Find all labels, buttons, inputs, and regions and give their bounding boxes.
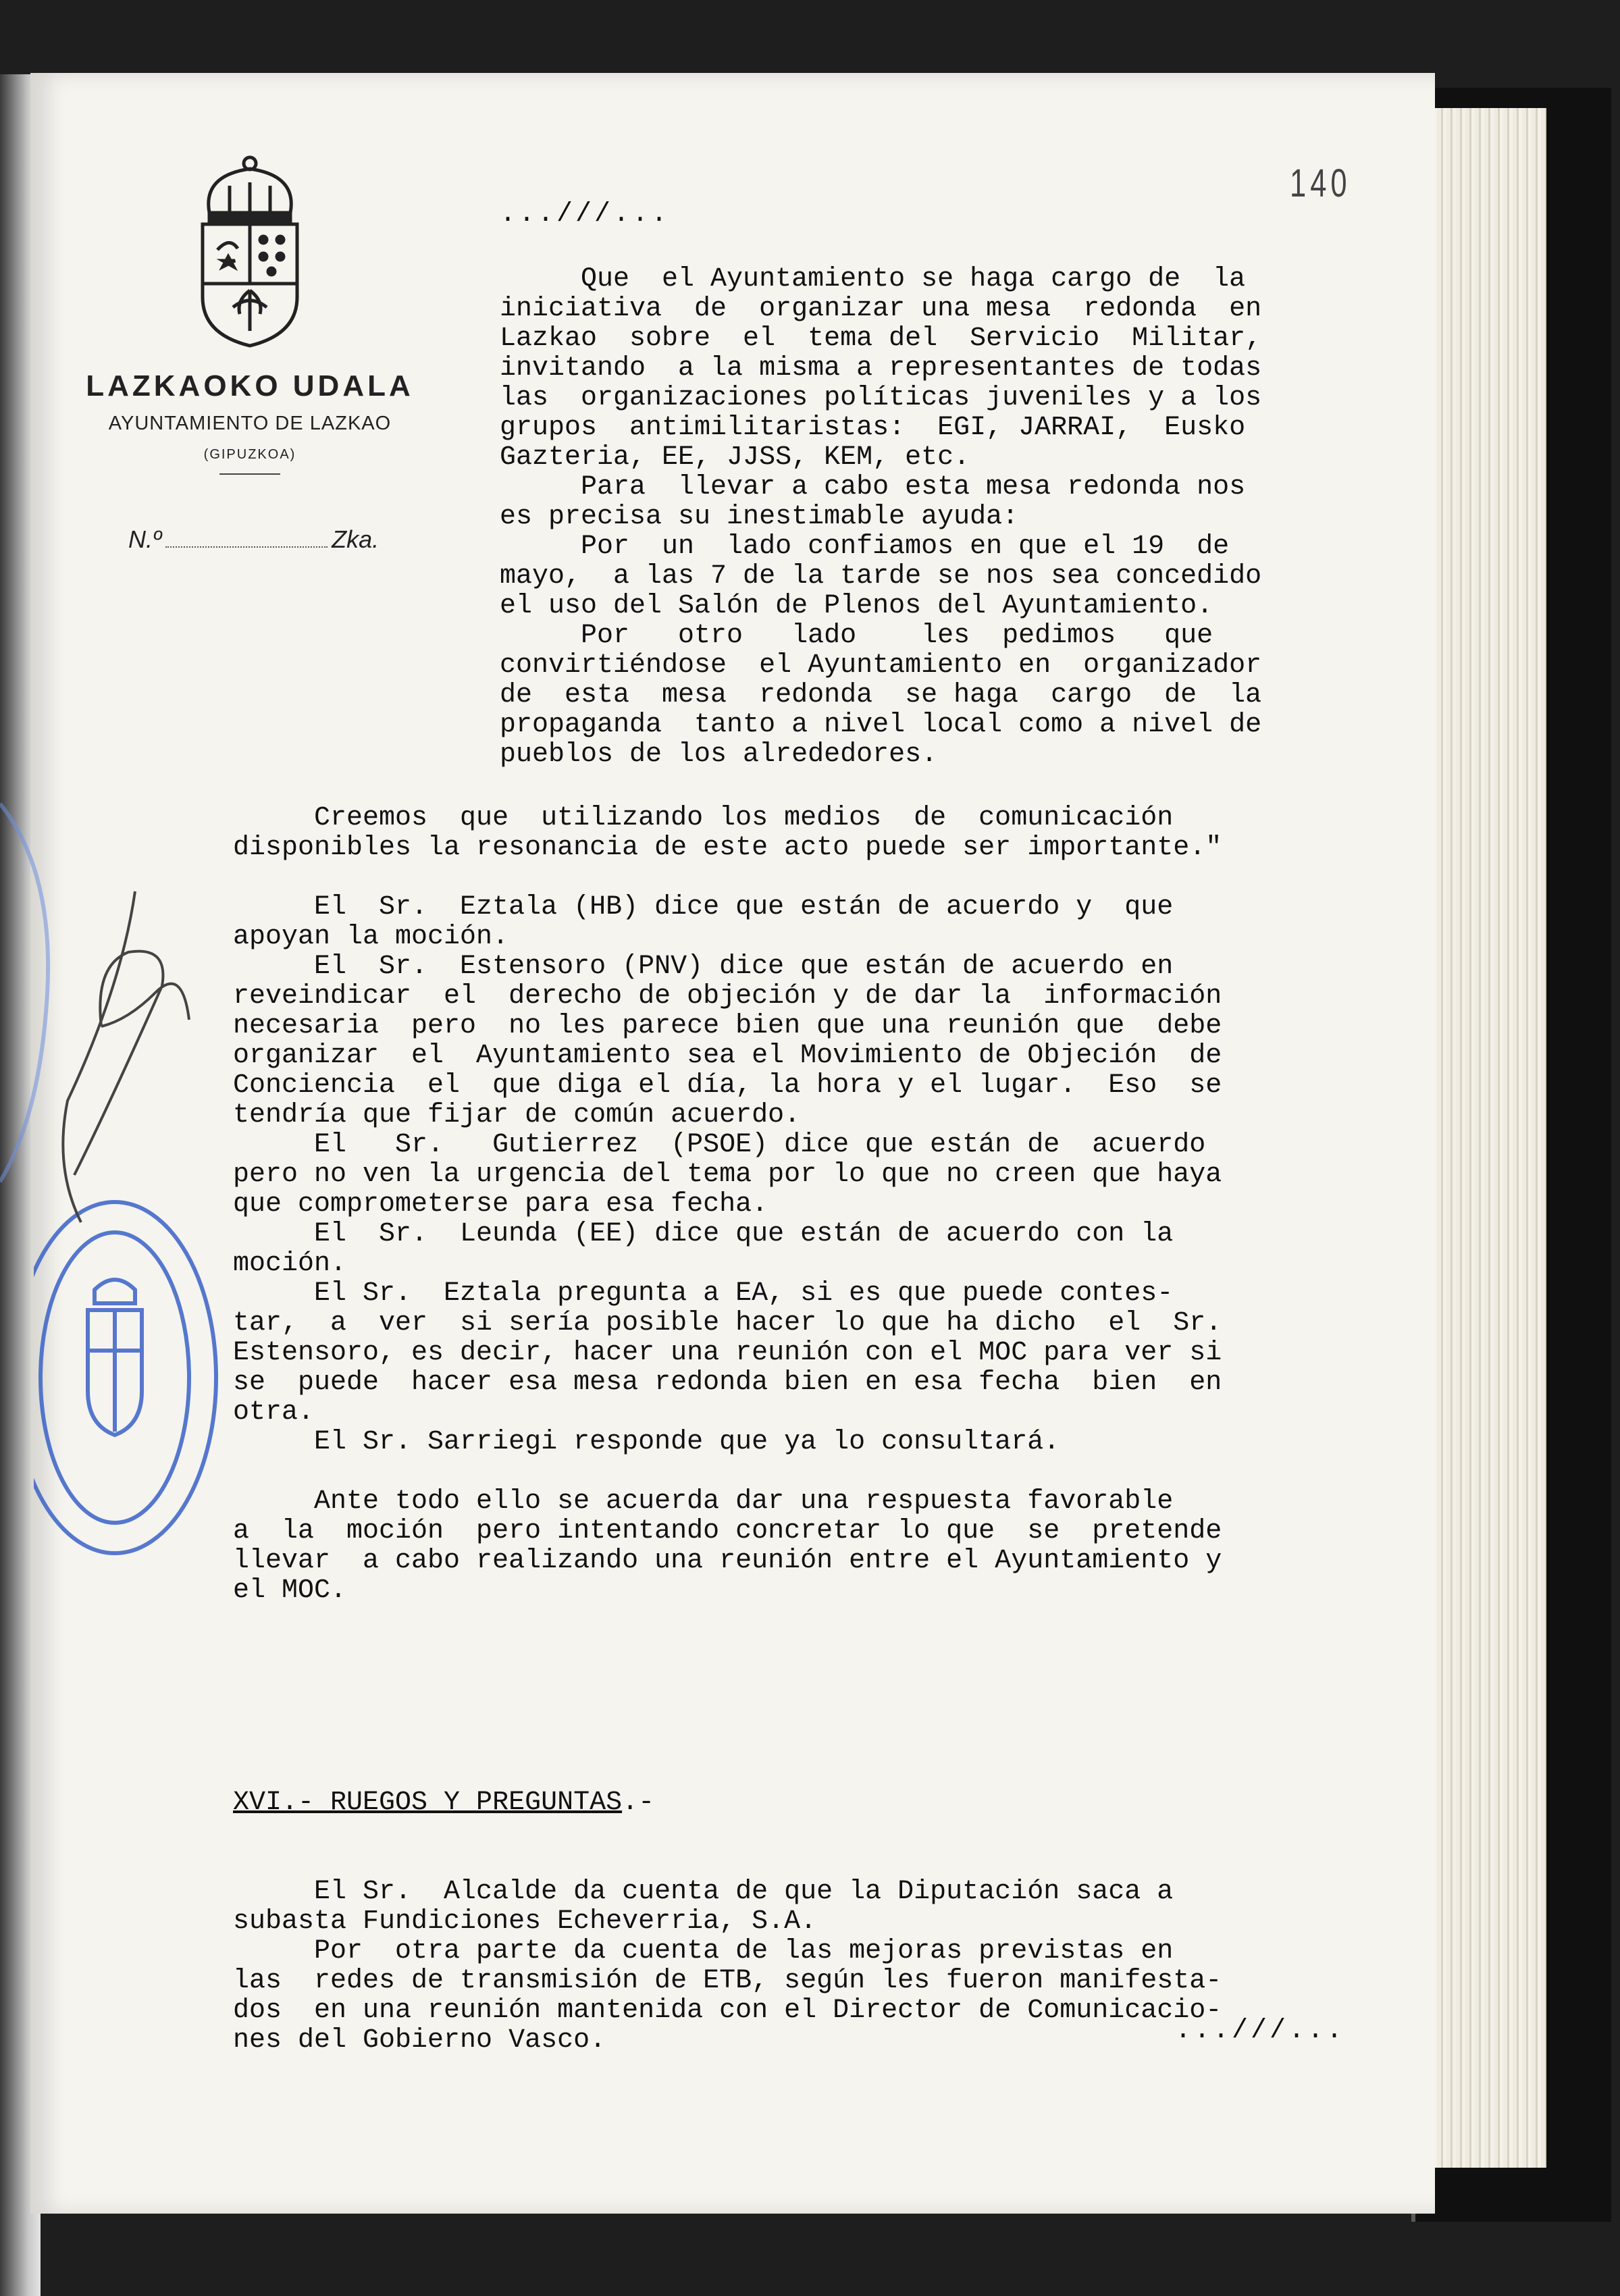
quote-line: de esta mesa redonda se haga cargo de la: [500, 680, 1262, 710]
main-line: [233, 1457, 1327, 1487]
main-line: pero no ven la urgencia del tema por lo que no creen que haya: [233, 1159, 1222, 1190]
main-line: tar, a ver si sería posible hacer lo que ha dicho el Sr.: [233, 1308, 1222, 1338]
section-line: dos en una reunión mantenida con el Director de Comunicacio-: [233, 1995, 1222, 2026]
section-line: subasta Fundiciones Echeverria, S.A.: [233, 1906, 817, 1937]
main-line: reveindicar el derecho de objeción y de dar la información: [233, 981, 1222, 1012]
quote-line: iniciativa de organizar una mesa redonda en: [500, 294, 1262, 324]
main-line: a la moción pero intentando concretar lo que se pretende: [233, 1516, 1222, 1546]
number-prefix: N.º: [128, 525, 162, 553]
letterhead-title: LAZKAOKO UDALA: [86, 369, 414, 402]
continuation-top: ...///...: [500, 199, 671, 230]
main-line: El Sr. Estensoro (PNV) dice que están de acuerdo en: [233, 951, 1174, 982]
quote-line: las organizaciones políticas juveniles y a los: [500, 383, 1262, 413]
section-line: El Sr. Alcalde da cuenta de que la Diputación saca a: [233, 1877, 1174, 1907]
main-line: Conciencia el que diga el día, la hora y el lugar. Eso se: [233, 1070, 1222, 1101]
coat-of-arms-icon: [182, 149, 317, 351]
main-line: moción.: [233, 1249, 347, 1279]
quote-line: el uso del Salón de Plenos del Ayuntamiento.: [500, 591, 1213, 621]
quote-line: invitando a la misma a representantes de todas: [500, 353, 1262, 384]
letterhead-subtitle: AYUNTAMIENTO DE LAZKAO: [108, 413, 392, 434]
number-blank: [165, 546, 328, 548]
main-line: el MOC.: [233, 1575, 347, 1606]
main-line: El Sr. Sarriegi responde que ya lo consultará.: [233, 1427, 1060, 1457]
quote-line: pueblos de los alrededores.: [500, 739, 938, 770]
quote-line: es precisa su inestimable ayuda:: [500, 502, 1019, 532]
main-line: Creemos que utilizando los medios de comunicación: [233, 803, 1174, 833]
main-line: El Sr. Gutierrez (PSOE) dice que están de acuerdo: [233, 1130, 1206, 1160]
section-line: nes del Gobierno Vasco.: [233, 2025, 606, 2056]
quote-line: Gazteria, EE, JJSS, KEM, etc.: [500, 442, 970, 473]
main-line: se puede hacer esa mesa redonda bien en esa fecha bien en: [233, 1367, 1222, 1398]
main-line: disponibles la resonancia de este acto puede ser importante.": [233, 833, 1222, 863]
seal-stamp-icon: [34, 1175, 230, 1580]
minutes-body: [233, 804, 1327, 1606]
section-line: Por otra parte da cuenta de las mejoras previstas en: [233, 1936, 1174, 1966]
page-edges: [1418, 108, 1546, 2168]
number-suffix: Zka.: [332, 525, 380, 553]
main-line: necesaria pero no les parece bien que una reunión que debe: [233, 1011, 1222, 1041]
partial-stamp-edge: [0, 790, 61, 1195]
quote-line: Lazkao sobre el tema del Servicio Militar,: [500, 323, 1262, 354]
main-line: [233, 863, 1327, 893]
main-line: Estensoro, es decir, hacer una reunión con el MOC para ver si: [233, 1338, 1222, 1368]
quote-line: mayo, a las 7 de la tarde se nos sea concedido: [500, 561, 1262, 592]
quote-line: Para llevar a cabo esta mesa redonda nos: [500, 472, 1246, 502]
main-line: El Sr. Eztala (HB) dice que están de acuerdo y que: [233, 892, 1174, 922]
document-number-line: [128, 525, 379, 554]
handwritten-signature: [54, 885, 203, 1236]
quote-line: Por otro lado les pedimos que: [500, 621, 1213, 651]
main-line: otra.: [233, 1397, 315, 1428]
page-number: 140: [1290, 161, 1351, 205]
continuation-bottom: ...///...: [1175, 2016, 1346, 2046]
main-line: llevar a cabo realizando una reunión entre el Ayuntamiento y: [233, 1546, 1222, 1576]
quote-line: Que el Ayuntamiento se haga cargo de la: [500, 264, 1246, 294]
main-line: Ante todo ello se acuerda dar una respuesta favorable: [233, 1486, 1174, 1517]
section-heading: XVI.- RUEGOS Y PREGUNTAS: [233, 1788, 623, 1818]
main-line: organizar el Ayuntamiento sea el Movimiento de Objeción de: [233, 1041, 1222, 1071]
main-line: apoyan la moción.: [233, 922, 509, 952]
main-line: El Sr. Leunda (EE) dice que están de acuerdo con la: [233, 1219, 1174, 1249]
quote-line: propaganda tanto a nivel local como a nivel de: [500, 710, 1262, 740]
main-line: que comprometerse para esa fecha.: [233, 1189, 768, 1220]
section-lines: [233, 1877, 1327, 2056]
letterhead-province: (GIPUZKOA): [203, 447, 296, 462]
letterhead: [81, 149, 419, 475]
section-heading-suffix: .-: [622, 1788, 655, 1818]
quoted-motion: [500, 265, 1317, 770]
section-ruegos: [233, 1729, 1327, 2085]
letterhead-divider: [219, 473, 280, 475]
main-line: tendría que fijar de común acuerdo.: [233, 1100, 801, 1130]
main-line: El Sr. Eztala pregunta a EA, si es que puede contes-: [233, 1278, 1174, 1309]
section-line: las redes de transmisión de ETB, según les fueron manifesta-: [233, 1966, 1222, 1996]
quote-line: Por un lado confiamos en que el 19 de: [500, 531, 1230, 562]
quote-line: grupos antimilitaristas: EGI, JARRAI, Eusko: [500, 413, 1246, 443]
quote-line: convirtiéndose el Ayuntamiento en organizador: [500, 650, 1262, 681]
